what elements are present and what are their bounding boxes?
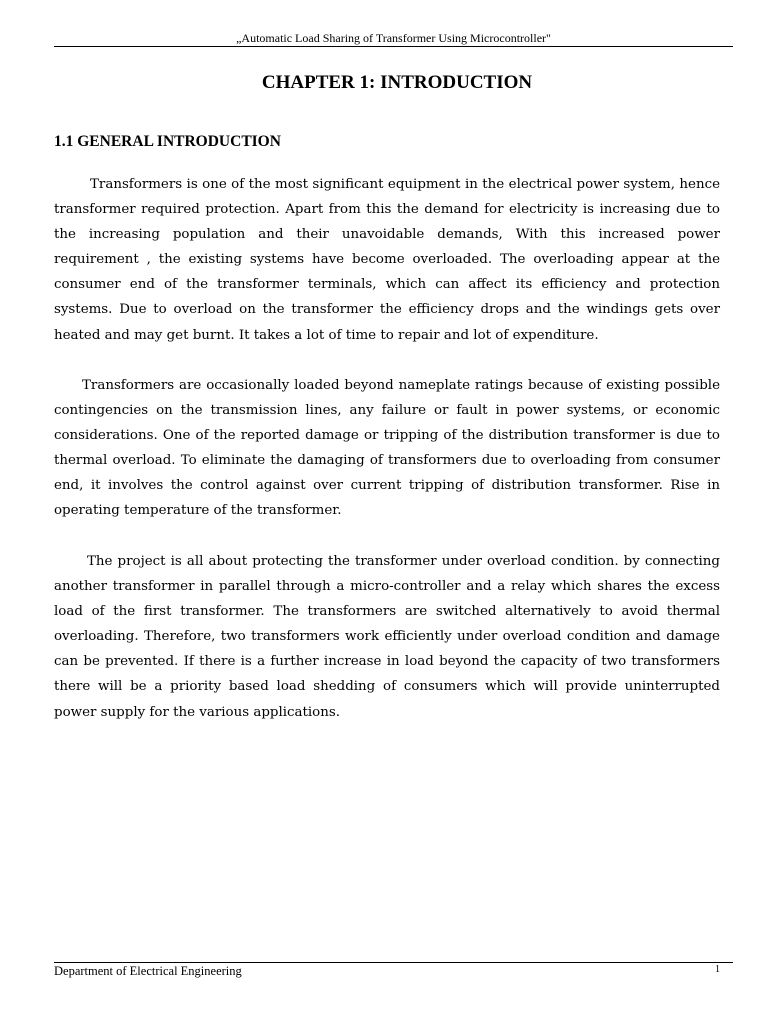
page-number: 1 — [715, 964, 720, 975]
header-divider — [54, 46, 733, 47]
chapter-title: CHAPTER 1: INTRODUCTION — [261, 72, 533, 93]
paragraph-2: Transformers are occasionally loaded beyond nameplate ratings because of existing possible contingencies on the transmission lines, any failure or fault in power systems, or economic considerations. One of the reported damage or tripping of the distribution transformer is due to thermal overload. To eliminate the damaging of transformers due to overloading from consumer end, it involves the control against over current tripping of distribution transformer. Rise in operating temperature of the transformer. — [54, 378, 720, 519]
section-heading: 1.1 GENERAL INTRODUCTION — [54, 133, 281, 150]
paragraph-1: Transformers is one of the most significant equipment in the electrical power system, hence transformer required protection. Apart from this the demand for electricity is increasing due to the increasing population and their unavoidable demands, With this increased power requirement , the existing systems have become overloaded. The overloading appear at the consumer end of the transformer terminals, which can affect its efficiency and protection systems. Due to overload on the transformer the efficiency drops and the windings gets over heated and may get burnt. It takes a lot of time to repair and lot of expenditure. — [54, 177, 720, 343]
paragraph-3: The project is all about protecting the transformer under overload condition. by connecting another transformer in parallel through a micro-controller and a relay which shares the excess load of the first transformer. The transformers are switched alternatively to avoid thermal overloading. Therefore, two transformers work efficiently under overload condition and damage can be prevented. If there is a further increase in load beyond the capacity of two transformers there will be a priority based load shedding of consumers which will provide uninterrupted power supply for the various applications. — [54, 554, 720, 720]
footer-department: Department of Electrical Engineering — [54, 964, 242, 978]
footer-divider — [54, 962, 733, 963]
running-header: „Automatic Load Sharing of Transformer Using Microcontroller" — [236, 31, 551, 45]
